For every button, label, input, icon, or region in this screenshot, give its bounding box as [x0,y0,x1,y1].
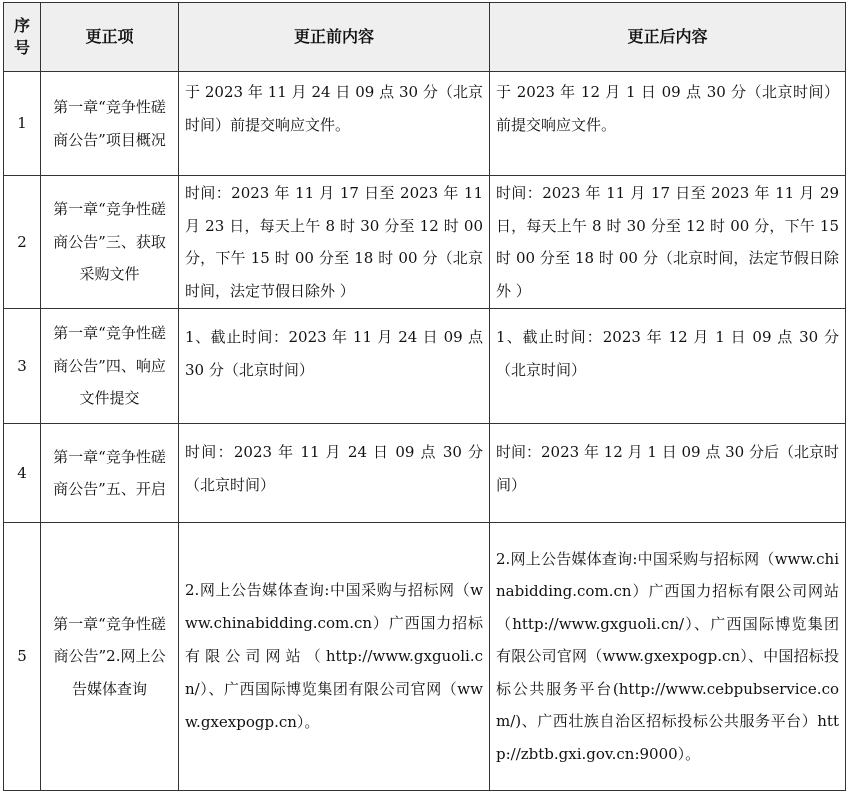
row-after: 时间：2023 年 12 月 1 日 09 点 30 分后（北京时间） [490,424,846,523]
row-item: 第一章“竞争性磋商公告”2.网上公告媒体查询 [41,523,179,791]
header-item: 更正项 [41,3,179,72]
table-row [4,72,846,176]
row-before: 时间：2023 年 11 月 24 日 09 点 30 分（北京时间） [179,424,490,523]
table-row [4,309,846,424]
header-seq: 序号 [4,3,41,72]
row-before: 于 2023 年 11 月 24 日 09 点 30 分（北京时间）前提交响应文件。 [179,72,490,176]
row-before: 2.网上公告媒体查询:中国采购与招标网（www.chinabidding.com.cn）广西国力招标有限公司网站（http://www.gxguoli.cn/）、广西国际博览集团有限公司官网（www.gxexpogp.cn）。 [179,523,490,791]
row-item: 第一章“竞争性磋商公告”四、响应文件提交 [41,309,179,424]
table-row [4,424,846,523]
row-item: 第一章“竞争性磋商公告”五、开启 [41,424,179,523]
row-before: 时间：2023 年 11 月 17 日至 2023 年 11 月 23 日，每天上午 8 时 30 分至 12 时 00 分，下午 15 时 00 分至 18 时 00 分（北京时间，法定节假日除外 ） [179,176,490,309]
table-row [4,176,846,309]
row-after: 时间：2023 年 11 月 17 日至 2023 年 11 月 29 日，每天上午 8 时 30 分至 12 时 00 分，下午 15 时 00 分至 18 时 00 分（北京时间，法定节假日除外 ） [490,176,846,309]
header-before: 更正前内容 [179,3,490,72]
table-row [4,523,846,791]
row-seq: 1 [4,72,41,176]
header-after: 更正后内容 [490,3,846,72]
row-seq: 3 [4,309,41,424]
row-after: 于 2023 年 12 月 1 日 09 点 30 分（北京时间）前提交响应文件。 [490,72,846,176]
row-before: 1、截止时间：2023 年 11 月 24 日 09 点 30 分（北京时间） [179,309,490,424]
correction-table [3,2,846,791]
header-row [4,3,846,72]
row-seq: 5 [4,523,41,791]
row-after: 1、截止时间：2023 年 12 月 1 日 09 点 30 分（北京时间） [490,309,846,424]
row-after: 2.网上公告媒体查询:中国采购与招标网（www.chinabidding.com.cn）广西国力招标有限公司网站（http://www.gxguoli.cn/）、广西国际博览集团有限公司官网（www.gxexpogp.cn）、中国招标投标公共服务平台(http://www.cebpubservice.com/)、广西壮族自治区招标投标公共服务平台）http://zbtb.gxi.gov.cn:9000）。 [490,523,846,791]
row-item: 第一章“竞争性磋商公告”项目概况 [41,72,179,176]
row-seq: 4 [4,424,41,523]
row-item: 第一章“竞争性磋商公告”三、获取采购文件 [41,176,179,309]
row-seq: 2 [4,176,41,309]
